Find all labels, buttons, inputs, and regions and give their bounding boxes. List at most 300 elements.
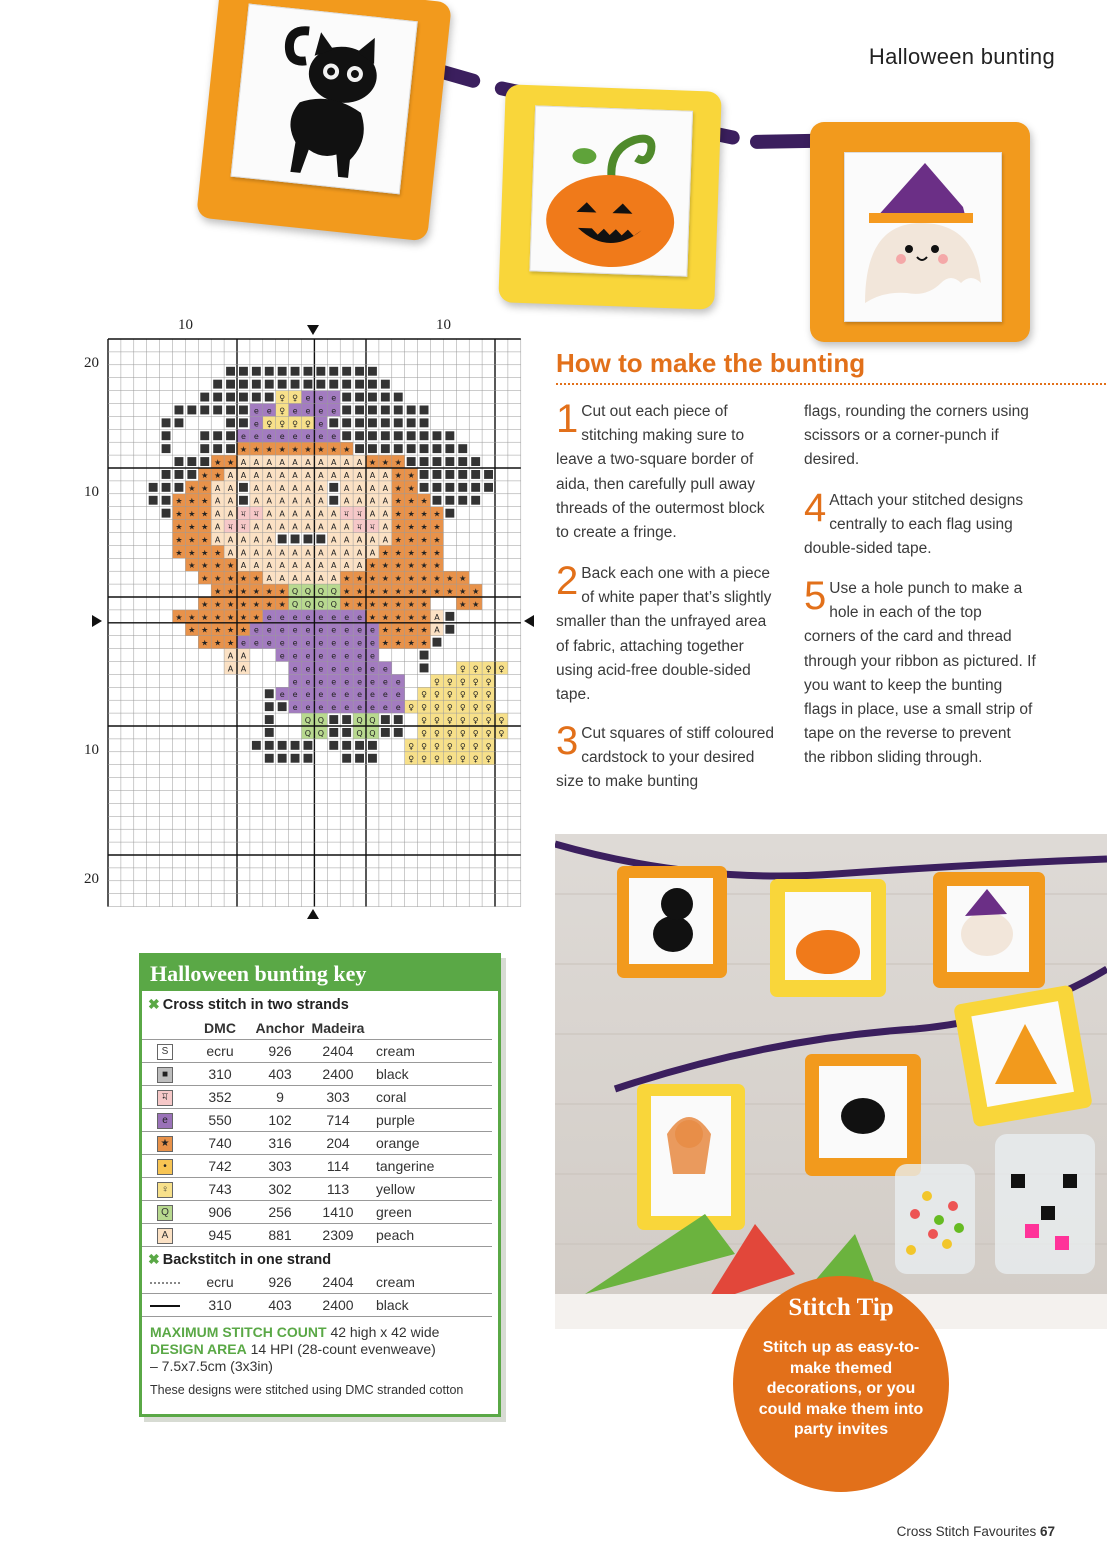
- stitch-cell: [304, 380, 313, 389]
- anchor-cell: 9: [252, 1086, 308, 1109]
- stitch-cell: [239, 496, 248, 505]
- stitch-symbol: e: [253, 419, 259, 429]
- stitch-symbol: ★: [407, 509, 415, 519]
- stitch-cell: [445, 470, 454, 479]
- step-number: 3: [556, 719, 579, 763]
- stitch-cell: [342, 406, 351, 415]
- dmc-cell: 352: [188, 1086, 252, 1109]
- stitch-symbol: ★: [239, 599, 248, 609]
- stitch-symbol: ♀: [485, 703, 492, 713]
- stitch-symbol: e: [331, 664, 337, 674]
- stitch-symbol: ♀: [472, 677, 479, 687]
- bunting-scene: [555, 834, 1107, 1329]
- stitch-cell: [276, 726, 289, 739]
- stitch-symbol: ★: [201, 470, 209, 480]
- stitch-symbol: ★: [188, 535, 196, 545]
- stitch-symbol: e: [382, 703, 388, 713]
- stitch-symbol: ♀: [446, 754, 453, 764]
- stitch-symbol: e: [344, 664, 350, 674]
- stitch-cell: [342, 715, 351, 724]
- stitch-symbol: A: [292, 496, 298, 506]
- stitch-cell: [407, 444, 416, 453]
- key-row: [142, 1086, 492, 1109]
- symbol-cell: [142, 1063, 188, 1086]
- stitch-symbol: ★: [381, 612, 389, 622]
- colour-name-cell: peach: [368, 1224, 492, 1247]
- stitch-cell: [329, 418, 338, 427]
- stitch-symbol: ★: [394, 612, 402, 622]
- stitch-cell: [355, 444, 364, 453]
- stitch-cell: [265, 741, 274, 750]
- stitch-symbol: e: [331, 612, 337, 622]
- stitch-symbol: e: [331, 651, 337, 661]
- madeira-cell: 2400: [308, 1063, 368, 1086]
- stitch-cell: [355, 431, 364, 440]
- stitch-symbol: A: [253, 458, 260, 467]
- stitch-symbol: e: [318, 419, 324, 429]
- stitch-symbol: ♀: [408, 754, 415, 764]
- stitch-symbol: e: [279, 651, 285, 661]
- stitch-symbol: A: [434, 625, 440, 635]
- key-row: [142, 1294, 492, 1317]
- stitch-symbol: ★: [214, 587, 222, 596]
- stitch-symbol: A: [343, 483, 350, 493]
- madeira-cell: 714: [308, 1109, 368, 1132]
- stitch-symbol: A: [227, 535, 234, 545]
- stitch-cell: [368, 741, 377, 750]
- stitch-symbol: A: [382, 470, 389, 480]
- stitch-symbol: ★: [175, 548, 183, 558]
- stitch-cell: [278, 741, 287, 750]
- stitch-cell: [291, 367, 300, 376]
- stitch-symbol: ★: [201, 574, 209, 584]
- col-dmc: DMC: [188, 1017, 252, 1040]
- stitch-symbol: ★: [407, 587, 415, 596]
- stitch-symbol: ★: [472, 587, 480, 596]
- stitch-cell: [420, 444, 429, 453]
- symbol-cell: [142, 1109, 188, 1132]
- stitch-cell: [458, 483, 467, 492]
- dmc-cell: 740: [188, 1132, 252, 1155]
- stitch-symbol: A: [266, 470, 272, 480]
- stitch-symbol: ★: [239, 612, 248, 622]
- stitch-cell: [278, 702, 287, 711]
- max-count-label: MAXIMUM STITCH COUNT: [150, 1324, 327, 1340]
- stitch-symbol: ★: [214, 561, 222, 571]
- stitch-cell: [278, 535, 287, 544]
- stitch-symbol: A: [292, 548, 298, 558]
- stitch-symbol: ★: [252, 445, 260, 455]
- stitch-symbol: e: [318, 432, 324, 442]
- stitch-symbol: A: [369, 535, 376, 545]
- stitch-cell: [162, 431, 171, 440]
- stitch-symbol: ★: [239, 587, 248, 596]
- cross-heading-text: Cross stitch in two strands: [162, 997, 349, 1013]
- stitch-symbol: ♀: [421, 703, 427, 713]
- stitch-symbol: ★: [343, 445, 351, 455]
- stitch-symbol: ♀: [472, 716, 479, 725]
- page-number: 67: [1039, 1524, 1055, 1539]
- colour-name-cell: purple: [368, 1109, 492, 1132]
- stitch-symbol: ♀: [459, 690, 466, 700]
- stitch-cell: [304, 535, 313, 544]
- stitch-symbol: A: [343, 470, 350, 480]
- step-text: Cut out each piece of stitching making sure to leave a two-square border of aida, then carefully pull away threads of the outermost block to create a fringe.: [556, 403, 765, 542]
- stitch-symbol: A: [292, 483, 298, 493]
- stitch-symbol: ♀: [421, 754, 427, 764]
- madeira-cell: 113: [308, 1178, 368, 1201]
- stitch-symbol: e: [331, 625, 337, 635]
- stitch-symbol: e: [279, 612, 285, 622]
- stitch-symbol: ♀: [266, 419, 273, 429]
- madeira-cell: 1410: [308, 1201, 368, 1224]
- stitch-symbol: e: [240, 432, 246, 442]
- stitch-symbol: ★: [446, 574, 454, 584]
- symbol-cell: [142, 1201, 188, 1224]
- stitch-symbol: Q: [369, 728, 376, 738]
- stitch-symbol: ★: [368, 612, 377, 622]
- stitch-cell: [316, 367, 325, 376]
- stitch-symbol: A: [331, 561, 337, 571]
- stitch-cell: [458, 470, 467, 479]
- stitch-symbol: A: [227, 548, 234, 558]
- anchor-cell: 302: [252, 1178, 308, 1201]
- stitch-symbol: ♀: [485, 728, 492, 738]
- stitch-symbol: A: [240, 561, 247, 571]
- stitch-symbol: e: [318, 612, 324, 622]
- stitch-cell: [368, 431, 377, 440]
- stitch-symbol: ★: [394, 587, 402, 596]
- stitch-symbol: ★: [252, 587, 260, 596]
- stitch-cell: [433, 431, 442, 440]
- stitch-symbol: ★: [214, 574, 222, 584]
- magazine-name: Cross Stitch Favourites: [896, 1524, 1037, 1539]
- stitch-symbol: A: [356, 458, 363, 467]
- stitch-symbol: A: [305, 458, 311, 467]
- stitch-symbol: e: [369, 625, 375, 635]
- stitch-cell: [394, 715, 403, 724]
- symbol-cell: [142, 1132, 188, 1155]
- stitch-symbol: A: [318, 470, 324, 480]
- stitch-cell: [226, 367, 235, 376]
- stitch-symbol: Q: [356, 716, 363, 725]
- stitch-symbol: e: [266, 406, 272, 416]
- stitch-cell: [381, 728, 390, 737]
- stitch-symbol: e: [305, 651, 311, 661]
- stitch-cell: [420, 406, 429, 415]
- stitch-symbol: A: [434, 612, 440, 622]
- stitch-symbol: ★: [459, 574, 467, 584]
- stitch-symbol: ★: [157, 1136, 173, 1152]
- stitch-symbol: A: [266, 522, 272, 532]
- stitch-symbol: A: [292, 574, 298, 584]
- stitch-cell: [198, 416, 211, 429]
- stitch-symbol: ★: [226, 638, 235, 648]
- stitch-symbol: ★: [368, 587, 377, 596]
- colour-name-cell: yellow: [368, 1178, 492, 1201]
- stitch-symbol: A: [157, 1228, 173, 1244]
- stitch-cell: [187, 406, 196, 415]
- howto-title: How to make the bunting: [556, 348, 866, 378]
- stitch-symbol: ★: [420, 625, 428, 635]
- stitch-symbol: ♀: [434, 728, 440, 738]
- col-anchor: Anchor: [252, 1017, 308, 1040]
- stitch-symbol: e: [266, 612, 272, 622]
- stitch-symbol: ★: [420, 599, 428, 609]
- stitch-symbol: ★: [188, 496, 196, 506]
- stitch-symbol: ★: [368, 561, 377, 571]
- stitch-symbol: A: [305, 561, 311, 571]
- line-cell: [142, 1271, 188, 1294]
- stitch-symbol: A: [369, 470, 376, 480]
- stitch-symbol: ♀: [292, 419, 298, 429]
- stitch-symbol: Q: [291, 599, 299, 609]
- stitch-symbol: ★: [226, 574, 235, 584]
- stitch-symbol: ♀: [279, 406, 286, 416]
- cat-stitch: [231, 4, 418, 195]
- stitch-cell: [420, 651, 429, 660]
- stitch-cell: [291, 754, 300, 763]
- stitch-cell: [355, 741, 364, 750]
- tip-body: Stitch up as easy-to-make themed decorations, or you could make them into party invites: [758, 1339, 924, 1438]
- stitch-symbol: A: [227, 664, 234, 674]
- stitch-symbol: ♀: [434, 754, 440, 764]
- stitch-symbol: e: [318, 393, 324, 403]
- step-5: [804, 574, 1036, 771]
- stitch-symbol: ★: [239, 625, 248, 635]
- stitch-symbol: ★: [175, 535, 183, 545]
- stitch-symbol: ♀: [434, 677, 440, 687]
- stitch-symbol: ★: [394, 638, 402, 648]
- stitch-symbol: e: [318, 406, 324, 416]
- dmc-cell: 742: [188, 1155, 252, 1178]
- stitch-symbol: ★: [201, 496, 209, 506]
- key-row: [142, 1155, 492, 1178]
- stitch-symbol: A: [240, 651, 247, 661]
- stitch-cell: [329, 367, 338, 376]
- stitch-cell: [368, 444, 377, 453]
- stitch-cell: [458, 457, 467, 466]
- stitch-symbol: ★: [252, 599, 260, 609]
- stitch-symbol: A: [227, 483, 234, 493]
- stitch-symbol: ★: [330, 445, 338, 455]
- stitch-symbol: ★: [433, 548, 441, 558]
- stitch-symbol: ★: [420, 587, 428, 596]
- col-madeira: Madeira: [308, 1017, 368, 1040]
- stitch-cell: [175, 418, 184, 427]
- stitch-symbol: ★: [407, 625, 415, 635]
- stitch-symbol: e: [318, 703, 324, 713]
- chart-left-label: 10: [84, 484, 99, 500]
- stitch-grid: [106, 337, 522, 907]
- stitch-symbol: ★: [188, 509, 196, 519]
- stitch-cell: [149, 496, 158, 505]
- stitch-cell: [252, 741, 261, 750]
- bunting-flag-cat: [196, 0, 452, 241]
- stitch-symbol: ♀: [446, 716, 453, 725]
- stitch-symbol: e: [292, 612, 298, 622]
- backstitch-heading: [148, 1251, 331, 1268]
- stitch-symbol: Q: [317, 716, 324, 725]
- madeira-cell: 303: [308, 1086, 368, 1109]
- stitch-symbol: ★: [201, 561, 209, 571]
- stitch-cell: [200, 444, 209, 453]
- stitch-cell: [252, 393, 261, 402]
- stitch-symbol: Q: [304, 599, 312, 609]
- stitch-symbol: ★: [368, 458, 377, 467]
- stitch-symbol: ★: [394, 574, 402, 584]
- stitch-symbol: e: [331, 677, 337, 687]
- stitch-symbol: ♀: [459, 716, 466, 725]
- table-header: [142, 1017, 492, 1040]
- stitch-symbol: ★: [420, 496, 428, 506]
- stitch-cell: [175, 457, 184, 466]
- stitch-symbol: ★: [175, 522, 183, 532]
- dmc-cell: ecru: [188, 1271, 252, 1294]
- stitch-symbol: Q: [356, 728, 363, 738]
- stitch-symbol: ★: [239, 574, 248, 584]
- stitch-cell: [342, 418, 351, 427]
- stitch-symbol: e: [305, 690, 311, 700]
- stitch-symbol: ★: [420, 574, 428, 584]
- colour-name-cell: cream: [368, 1271, 492, 1294]
- stitch-cell: [445, 431, 454, 440]
- stitch-symbol: Q: [304, 587, 312, 596]
- stitch-cell: [381, 444, 390, 453]
- stitch-cell: [368, 406, 377, 415]
- stitch-symbol: A: [266, 561, 272, 571]
- chart-top-label-right: 10: [436, 317, 451, 333]
- stitch-symbol: A: [253, 522, 260, 532]
- key-row: [142, 1271, 492, 1294]
- stitch-symbol: ♀: [434, 741, 440, 751]
- stitch-cell: [329, 741, 338, 750]
- stitch-symbol: e: [331, 690, 337, 700]
- stitch-symbol: A: [318, 522, 324, 532]
- stitch-symbol: ♀: [472, 741, 479, 751]
- stitch-symbol: A: [331, 470, 337, 480]
- stitch-symbol: A: [266, 458, 272, 467]
- stitch-cell: [407, 431, 416, 440]
- dmc-cell: 310: [188, 1294, 252, 1317]
- stitch-cell: [394, 728, 403, 737]
- stitch-symbol: ★: [355, 599, 364, 609]
- stitch-symbol: ♀: [459, 754, 466, 764]
- stitch-symbol: e: [382, 664, 388, 674]
- stitch-symbol: ★: [239, 445, 248, 455]
- stitch-cell: [355, 418, 364, 427]
- stitch-symbol: A: [279, 509, 285, 519]
- symbol-cell: [142, 1224, 188, 1247]
- stitch-cell: [265, 702, 274, 711]
- stitch-cell: [291, 380, 300, 389]
- stitch-symbol: e: [292, 432, 298, 442]
- stitch-symbol: ★: [226, 599, 235, 609]
- stitch-cell: [175, 470, 184, 479]
- stitch-stats: [150, 1324, 439, 1375]
- stitch-cell: [213, 380, 222, 389]
- stitch-cell: [433, 470, 442, 479]
- stitch-symbol: e: [253, 638, 259, 648]
- stitch-symbol: e: [369, 651, 375, 661]
- stitch-cell: [420, 483, 429, 492]
- stitch-symbol: e: [266, 432, 272, 442]
- stitch-symbol: A: [331, 509, 337, 519]
- stitch-symbol: A: [214, 509, 221, 519]
- stitch-cell: [239, 418, 248, 427]
- design-area-value: 14 HPI (28-count evenweave): [250, 1341, 436, 1357]
- stitch-symbol: ♀: [421, 716, 427, 725]
- stitch-cell: [304, 367, 313, 376]
- stitch-tip: [733, 1276, 949, 1492]
- stitch-symbol: ♀: [459, 664, 466, 674]
- stitch-cell: [329, 715, 338, 724]
- stitch-symbol: ★: [394, 561, 402, 571]
- stitch-cell: [239, 380, 248, 389]
- stitch-symbol: A: [318, 496, 324, 506]
- stitch-cell: [265, 689, 274, 698]
- stitch-cell: [484, 470, 493, 479]
- stitch-symbol: ★: [226, 561, 235, 571]
- stitch-cell: [276, 713, 289, 726]
- stitch-cell: [185, 442, 198, 455]
- stitch-symbol: ★: [394, 483, 402, 493]
- stitch-symbol: A: [343, 458, 350, 467]
- stitch-symbol: e: [279, 690, 285, 700]
- stitch-symbol: e: [279, 638, 285, 648]
- stitch-symbol: A: [305, 522, 311, 532]
- colour-name-cell: green: [368, 1201, 492, 1224]
- chart-left-label: 20: [84, 355, 99, 371]
- stitch-symbol: A: [253, 535, 260, 545]
- anchor-cell: 316: [252, 1132, 308, 1155]
- stitch-symbol: A: [240, 458, 247, 467]
- stitch-cell: [265, 380, 274, 389]
- stitch-cell: [433, 444, 442, 453]
- stitch-symbol: ম: [241, 509, 246, 519]
- stitch-symbol: e: [305, 432, 311, 442]
- step-text: Attach your stitched designs centrally to each flag using double-sided tape.: [804, 492, 1024, 558]
- stitch-symbol: ★: [407, 638, 415, 648]
- stitch-cell: [162, 509, 171, 518]
- stitch-symbol: ★: [381, 561, 389, 571]
- stitch-cell: [316, 535, 325, 544]
- step-text: Back each one with a piece of white paper that’s slightly smaller than the unfrayed area of fabric, attaching together using acid-free double-sided tape.: [556, 565, 772, 704]
- stitch-symbol: ★: [214, 599, 222, 609]
- stitch-symbol: A: [266, 574, 272, 584]
- bunting-room-photo: [555, 834, 1107, 1329]
- stitch-symbol: ★: [355, 587, 364, 596]
- colour-name-cell: cream: [368, 1040, 492, 1063]
- stitch-symbol: e: [292, 638, 298, 648]
- stitch-cell: [173, 429, 186, 442]
- stitch-symbol: e: [305, 664, 311, 674]
- stitch-symbol: Q: [304, 716, 312, 725]
- stitch-symbol: ★: [265, 587, 273, 596]
- stitch-cell: [420, 470, 429, 479]
- stitch-cell: [433, 638, 442, 647]
- symbol-cell: [142, 1086, 188, 1109]
- stitch-cell: [407, 406, 416, 415]
- page-footer: [897, 1524, 1055, 1539]
- stitch-symbol: e: [292, 651, 298, 661]
- stitch-cell: [162, 418, 171, 427]
- stitch-cell: [445, 457, 454, 466]
- stitch-symbol: e: [292, 677, 298, 687]
- stitch-symbol: A: [318, 483, 324, 493]
- stitch-symbol: A: [279, 522, 285, 532]
- stitch-symbol: A: [240, 548, 247, 558]
